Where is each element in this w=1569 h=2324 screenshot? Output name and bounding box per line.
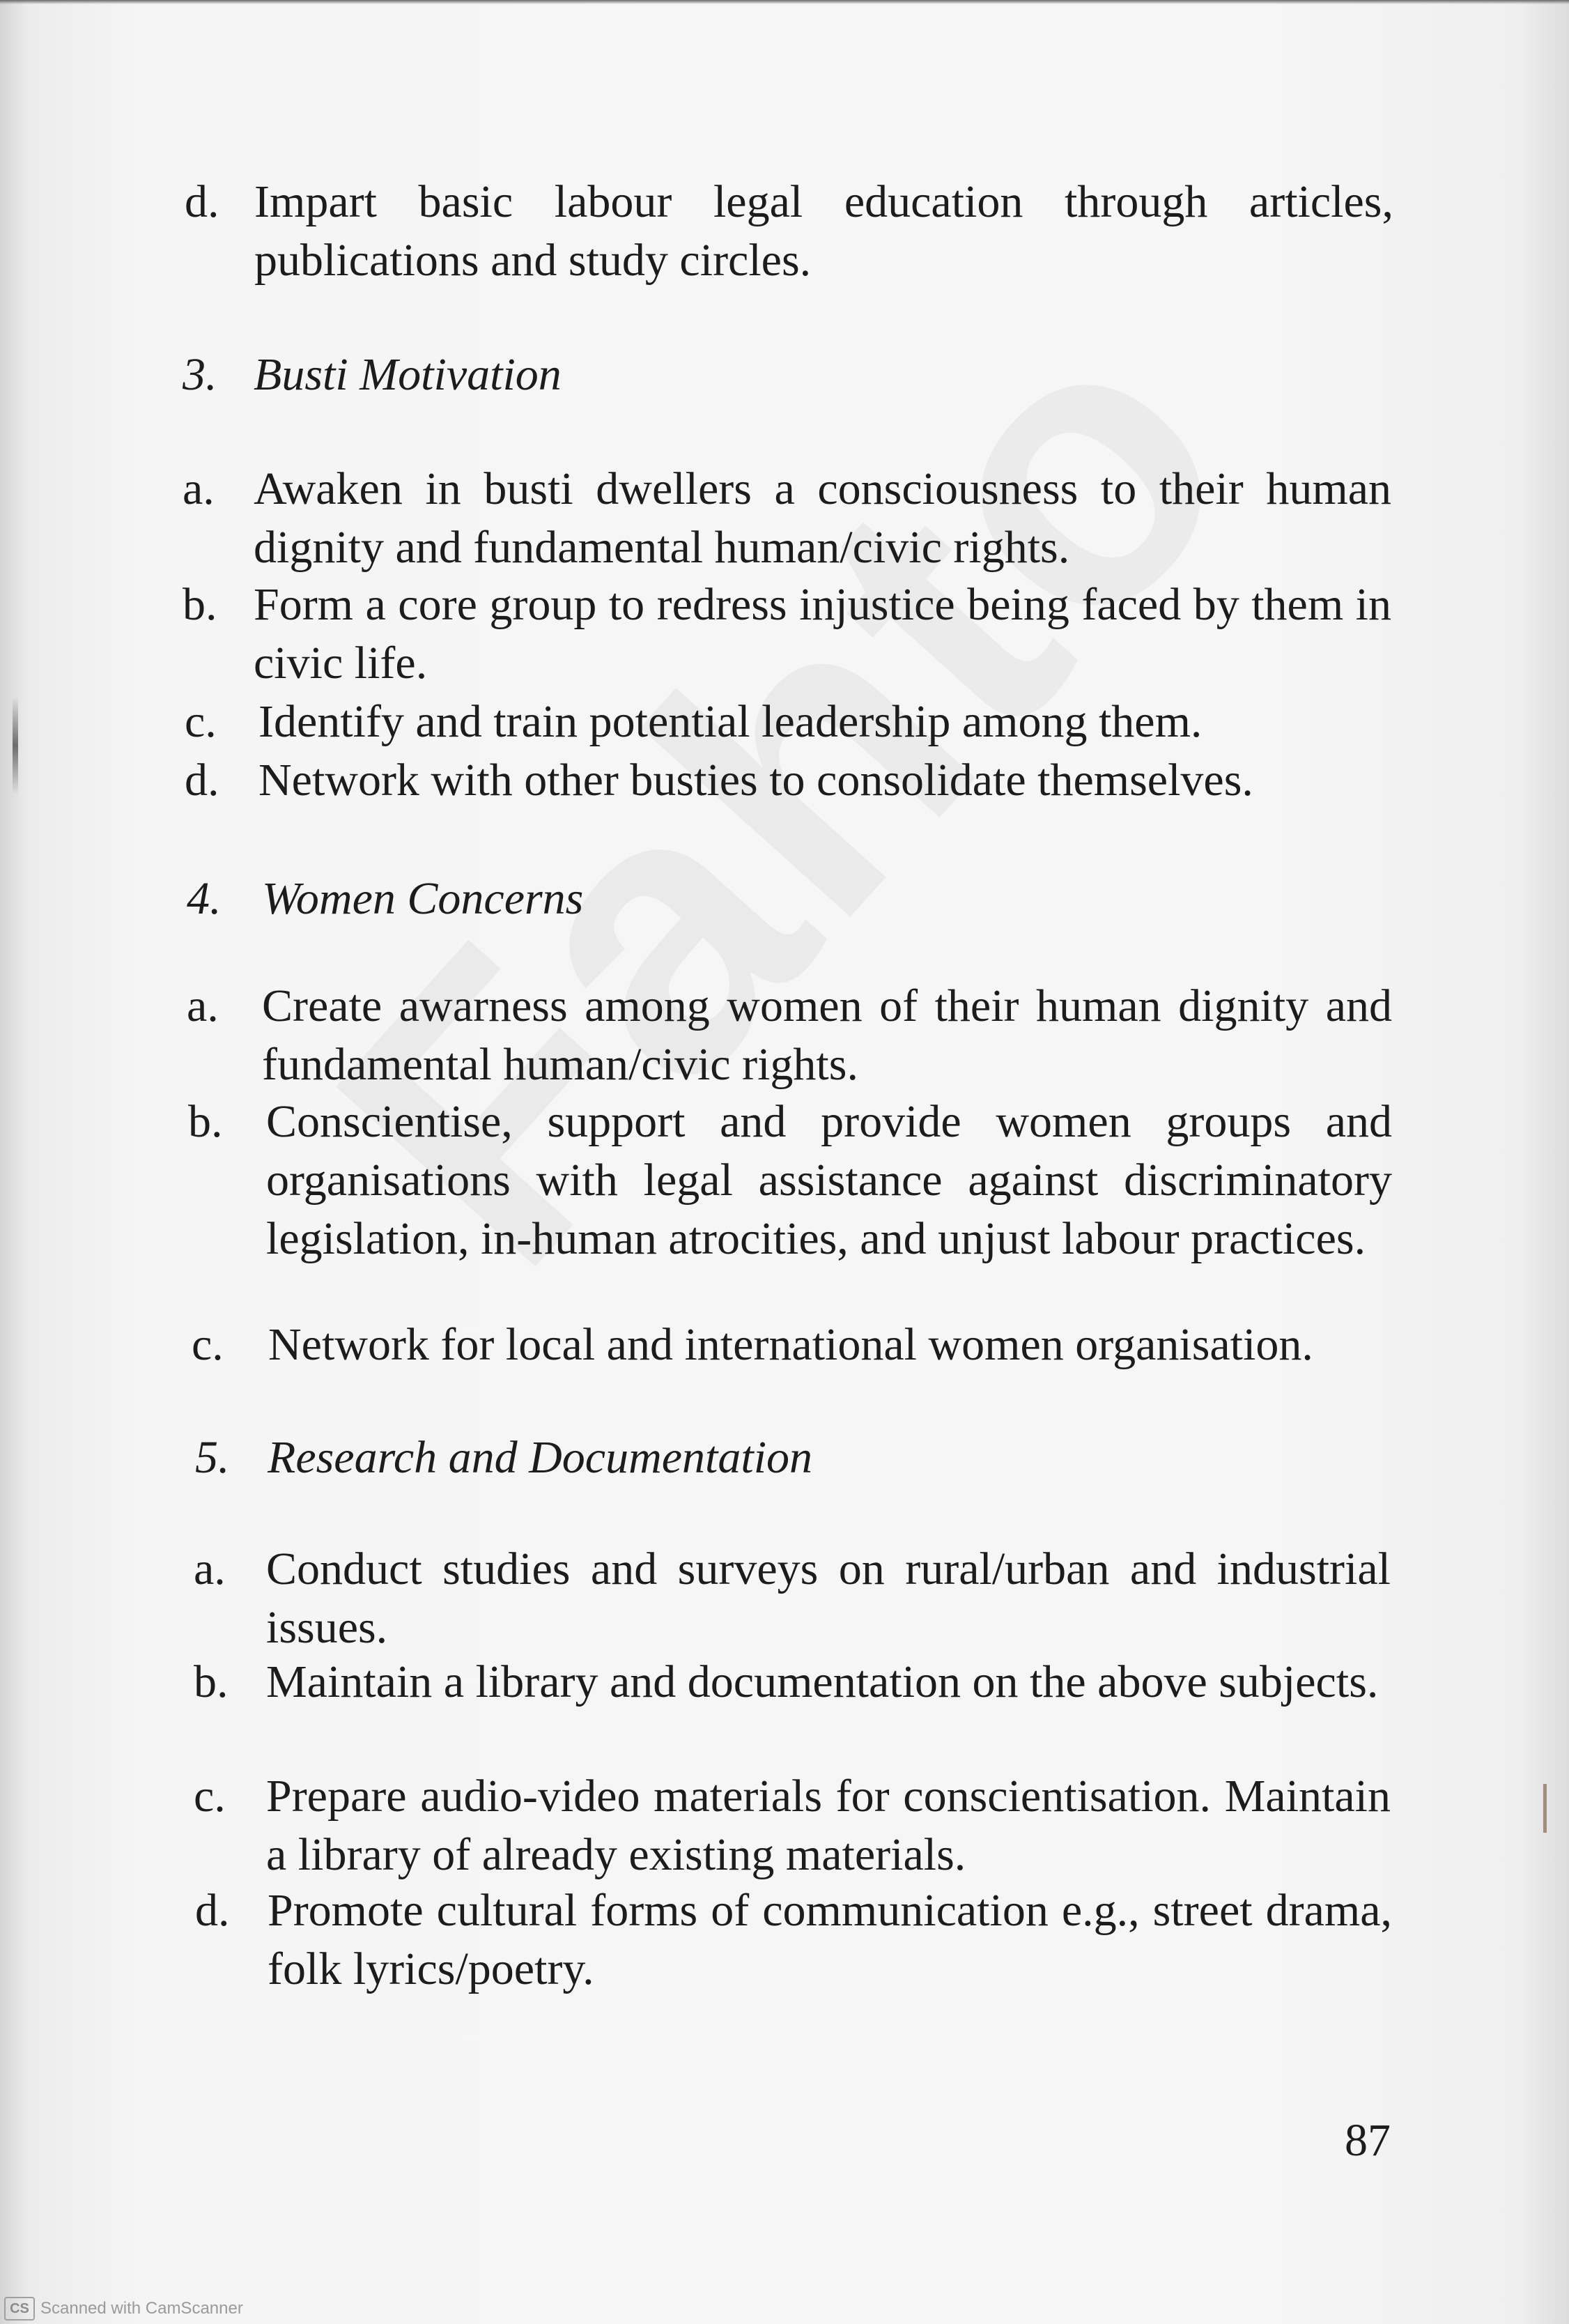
item-text: Awaken in busti dwellers a consciousness to their human dignity and fundamental human/civic rights. [254,463,1391,573]
item-letter: d. [185,176,219,227]
page-number: 87 [1345,2115,1391,2166]
item-letter: a. [187,980,219,1031]
list-item [187,977,1396,1094]
item-text: Conscientise, support and provide women groups and organisations with legal assistance against discriminatory legislation, in-human atrocities, and unjust labour practices. [266,1096,1392,1264]
item-text: Form a core group to redress injustice being faced by them in civic life. [254,579,1391,688]
item-letter: b. [183,579,217,630]
section-number: 4. [187,873,222,924]
list-item [194,1540,1402,1657]
camscanner-logo-icon: CS [4,2297,35,2321]
list-item [195,1881,1404,1999]
list-item [183,460,1391,577]
list-item [185,693,1393,751]
item-text: Conduct studies and surveys on rural/urban and industrial issues. [266,1544,1391,1653]
item-text: Create awarness among women of their human dignity and fundamental human/civic rights. [262,980,1392,1090]
list-item [194,1653,1402,1770]
item-letter: a. [194,1544,226,1594]
section-heading [195,1429,1101,1487]
item-letter: c. [192,1319,224,1370]
item-letter: c. [194,1771,226,1822]
list-item [183,576,1391,693]
list-item [185,173,1393,290]
item-text: Network with other busties to consolidate themselves. [258,755,1253,806]
item-text: Prepare audio-video materials for conscientisation. Maintain a library of already existing materials. [266,1771,1391,1880]
section-title: Research and Documentation [268,1432,813,1483]
list-item [194,1767,1402,1884]
item-text: Promote cultural forms of communication e.g., street drama, folk lyrics/poetry. [268,1885,1392,1994]
section-title: Women Concerns [262,873,584,924]
list-item [188,1093,1397,1327]
section-title: Busti Motivation [254,349,562,400]
item-letter: c. [185,696,217,747]
scanner-stamp-text: Scanned with CamScanner [40,2299,243,2318]
item-letter: d. [195,1885,230,1936]
item-letter: b. [188,1096,223,1147]
item-letter: b. [194,1656,229,1707]
item-text: Maintain a library and documentation on the above subjects. [266,1656,1379,1707]
list-item [192,1316,1400,1374]
scanner-stamp [4,2297,243,2321]
section-number: 5. [195,1432,230,1483]
item-text: Network for local and international women organisation. [268,1319,1313,1370]
section-heading [187,870,1023,928]
item-letter: a. [183,463,215,514]
item-text: Identify and train potential leadership among them. [258,696,1203,747]
item-letter: d. [185,755,219,806]
list-item [185,751,1393,810]
section-heading [183,346,1019,404]
section-number: 3. [183,349,217,400]
item-text: Impart basic labour legal education through articles, publications and study circles. [254,176,1393,286]
